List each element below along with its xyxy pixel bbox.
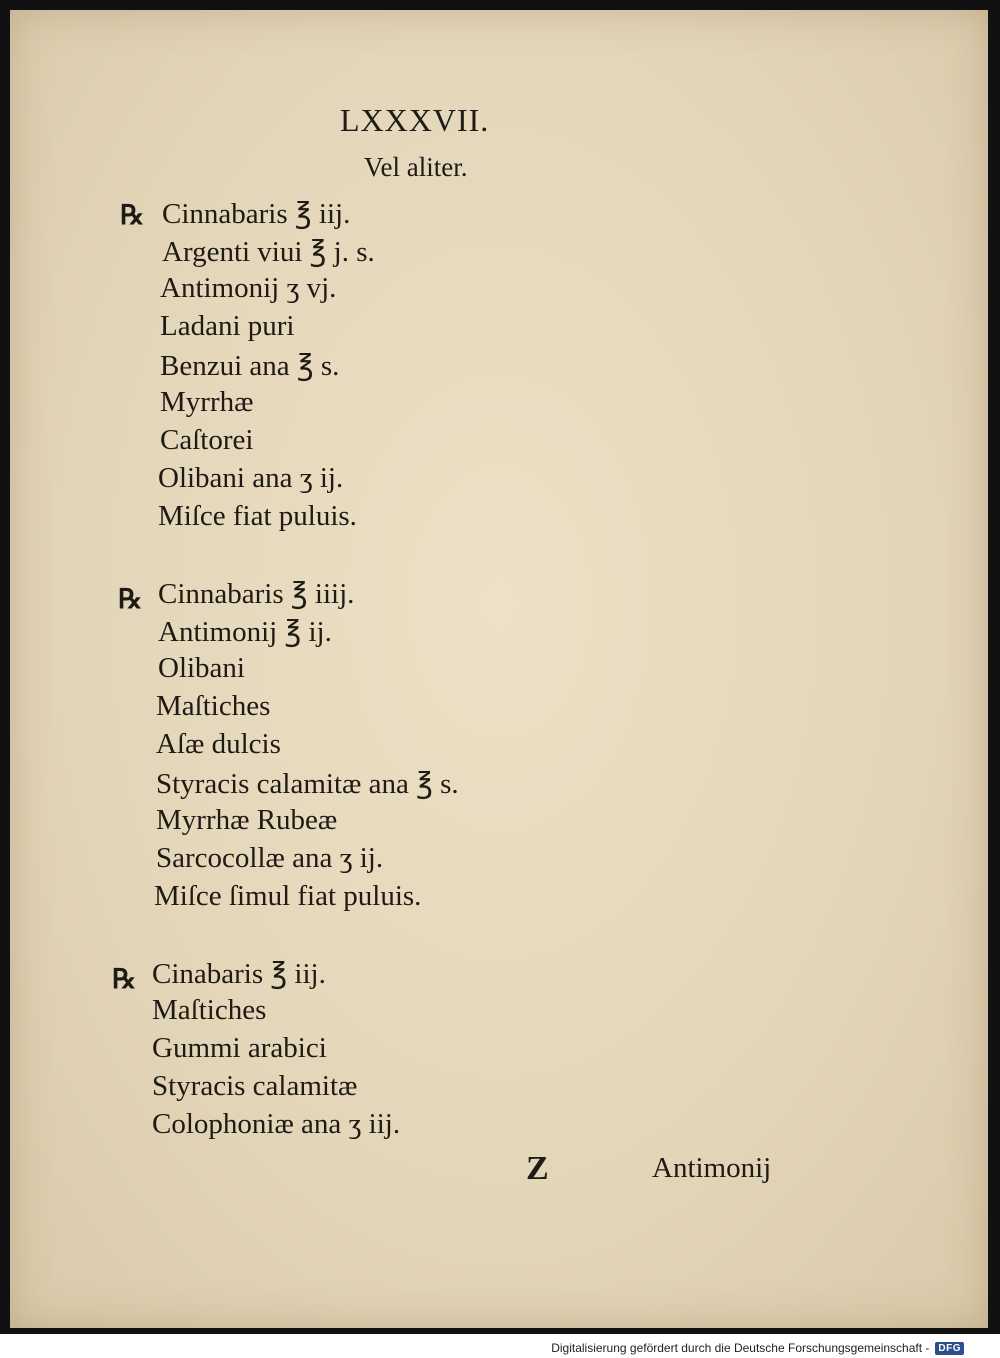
recipe-line: Caſtorei bbox=[160, 424, 254, 456]
recipe-line: Antimonij ℥ ij. bbox=[158, 616, 332, 648]
recipe-line: Ladani puri bbox=[160, 310, 295, 342]
credit-text: Digitalisierung gefördert durch die Deutsche Forschungsgemeinschaft - bbox=[551, 1341, 930, 1355]
recipe-line: Styracis calamitæ bbox=[152, 1070, 358, 1102]
recipe-line: Miſce ſimul fiat puluis. bbox=[154, 880, 422, 912]
dfg-logo[interactable]: DFG bbox=[935, 1342, 964, 1355]
recipe-line: Antimonij ʒ vj. bbox=[160, 272, 337, 304]
book-page bbox=[10, 10, 988, 1328]
recipe-line: Sarcocollæ ana ʒ ij. bbox=[156, 842, 384, 874]
recipe-line: Argenti viui ℥ ј. s. bbox=[162, 236, 375, 268]
recipe-mark: ℞ bbox=[118, 584, 143, 614]
recipe-line: Maſtiches bbox=[152, 994, 267, 1026]
recipe-line: Olibani bbox=[158, 652, 245, 684]
recipe-line: Cinnabaris ℥ iiј. bbox=[162, 198, 351, 230]
page-subheading: Vel aliter. bbox=[364, 152, 468, 182]
recipe-line: Myrrhæ bbox=[160, 386, 254, 418]
recipe-line: Styracis calamitæ ana ℥ s. bbox=[156, 768, 459, 800]
recipe-line: Benzui ana ℥ s. bbox=[160, 350, 340, 382]
recipe-line: Maſtiches bbox=[156, 690, 271, 722]
signature-mark: Z bbox=[526, 1150, 549, 1187]
recipe-line: Aſæ dulcis bbox=[156, 728, 281, 760]
recipe-line: Colophoniæ ana ʒ iij. bbox=[152, 1108, 401, 1140]
recipe-mark: ℞ bbox=[120, 200, 145, 230]
recipe-line: Gummi arabici bbox=[152, 1032, 327, 1064]
recipe-line: Miſce fiat puluis. bbox=[158, 500, 357, 532]
catchword: Antimonij bbox=[652, 1152, 772, 1184]
digitization-credit bbox=[551, 1340, 964, 1356]
recipe-mark: ℞ bbox=[112, 964, 137, 994]
recipe-line: Cinnabaris ℥ iiij. bbox=[158, 578, 355, 610]
recipe-line: Myrrhæ Rubeæ bbox=[156, 804, 338, 836]
recipe-line: Olibani ana ʒ ij. bbox=[158, 462, 344, 494]
recipe-line: Cinabaris ℥ iij. bbox=[152, 958, 326, 990]
show-through-texture bbox=[570, 180, 970, 1080]
page-heading: LXXXVII. bbox=[340, 102, 490, 138]
